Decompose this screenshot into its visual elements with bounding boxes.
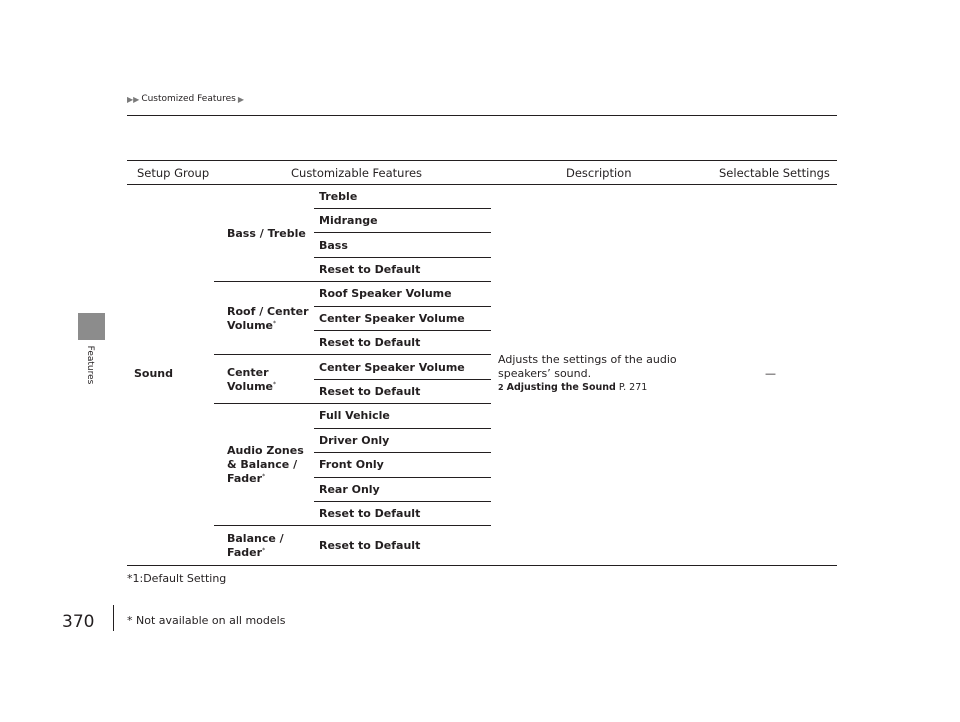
row-divider — [314, 379, 491, 380]
group-name-line: Balance / — [227, 532, 284, 545]
footnote-marker: * — [262, 473, 266, 480]
feature-reset-default: Reset to Default — [319, 539, 421, 552]
feature-midrange: Midrange — [319, 214, 378, 227]
reference-page: P. 271 — [615, 382, 648, 393]
feature-treble: Treble — [319, 190, 358, 203]
breadcrumb-label[interactable]: Customized Features — [141, 94, 236, 104]
breadcrumb — [127, 94, 244, 104]
header-selectable-settings: Selectable Settings — [719, 166, 830, 180]
cross-reference[interactable] — [498, 381, 688, 395]
setup-group-sound: Sound — [134, 367, 174, 380]
feature-reset-default: Reset to Default — [319, 385, 421, 398]
group-roof-center-volume — [227, 305, 309, 333]
row-divider — [314, 428, 491, 429]
table-top-rule — [127, 160, 837, 161]
footnote-marker: * — [262, 547, 266, 554]
table-bottom-rule — [127, 565, 837, 566]
reference-title[interactable]: Adjusting the Sound — [506, 382, 616, 393]
group-name-line: Fader — [227, 472, 263, 485]
row-divider — [314, 330, 491, 331]
feature-driver-only: Driver Only — [319, 434, 390, 447]
reference-arrow-icon: 2 — [498, 383, 504, 392]
header-setup-group: Setup Group — [137, 166, 210, 180]
group-name-line: Volume — [227, 380, 273, 393]
feature-reset-default: Reset to Default — [319, 336, 421, 349]
row-divider — [314, 452, 491, 453]
group-audio-zones-balance-fader — [227, 444, 304, 486]
feature-center-speaker-volume: Center Speaker Volume — [319, 312, 465, 325]
row-divider — [314, 306, 491, 307]
triangle-icon: ▶ — [237, 94, 244, 104]
row-divider — [314, 257, 491, 258]
header-description: Description — [566, 166, 632, 180]
feature-reset-default: Reset to Default — [319, 507, 421, 520]
feature-rear-only: Rear Only — [319, 483, 380, 496]
selectable-settings-value: — — [765, 367, 776, 380]
group-name-line: & Balance / — [227, 458, 298, 471]
triangle-icon: ▶▶ — [127, 94, 140, 104]
footer-divider — [113, 605, 114, 631]
header-rule — [127, 115, 837, 116]
header-customizable-features: Customizable Features — [291, 166, 423, 180]
footnote-marker: * — [273, 320, 276, 327]
availability-note: * Not available on all models — [127, 614, 286, 627]
footnote-marker: * — [273, 381, 276, 388]
table-header-rule — [127, 184, 837, 185]
description-cell — [498, 353, 688, 395]
feature-reset-default: Reset to Default — [319, 263, 421, 276]
row-divider — [314, 477, 491, 478]
group-bass-treble: Bass / Treble — [227, 227, 306, 240]
group-divider — [214, 403, 491, 404]
row-divider — [314, 208, 491, 209]
section-label: Features — [85, 345, 95, 385]
group-center-volume — [227, 366, 276, 394]
feature-front-only: Front Only — [319, 458, 384, 471]
group-balance-fader — [227, 532, 284, 560]
description-line: Adjusts the settings of the audio — [498, 353, 677, 366]
page-number: 370 — [62, 612, 95, 632]
group-name-line: Audio Zones — [227, 444, 304, 457]
group-divider — [214, 281, 491, 282]
section-tab — [78, 313, 105, 340]
group-name-line: Fader — [227, 546, 263, 559]
default-setting-footnote: *1:Default Setting — [127, 572, 227, 585]
row-divider — [314, 501, 491, 502]
feature-full-vehicle: Full Vehicle — [319, 409, 390, 422]
row-divider — [314, 232, 491, 233]
feature-center-speaker-volume: Center Speaker Volume — [319, 361, 465, 374]
feature-roof-speaker-volume: Roof Speaker Volume — [319, 287, 452, 300]
group-name-line: Center — [227, 366, 269, 379]
group-name-line: Roof / Center — [227, 305, 309, 318]
group-name-line: Volume — [227, 319, 273, 332]
group-divider — [214, 354, 491, 355]
group-divider — [214, 525, 491, 526]
feature-bass: Bass — [319, 239, 348, 252]
description-line: speakers’ sound. — [498, 367, 592, 380]
